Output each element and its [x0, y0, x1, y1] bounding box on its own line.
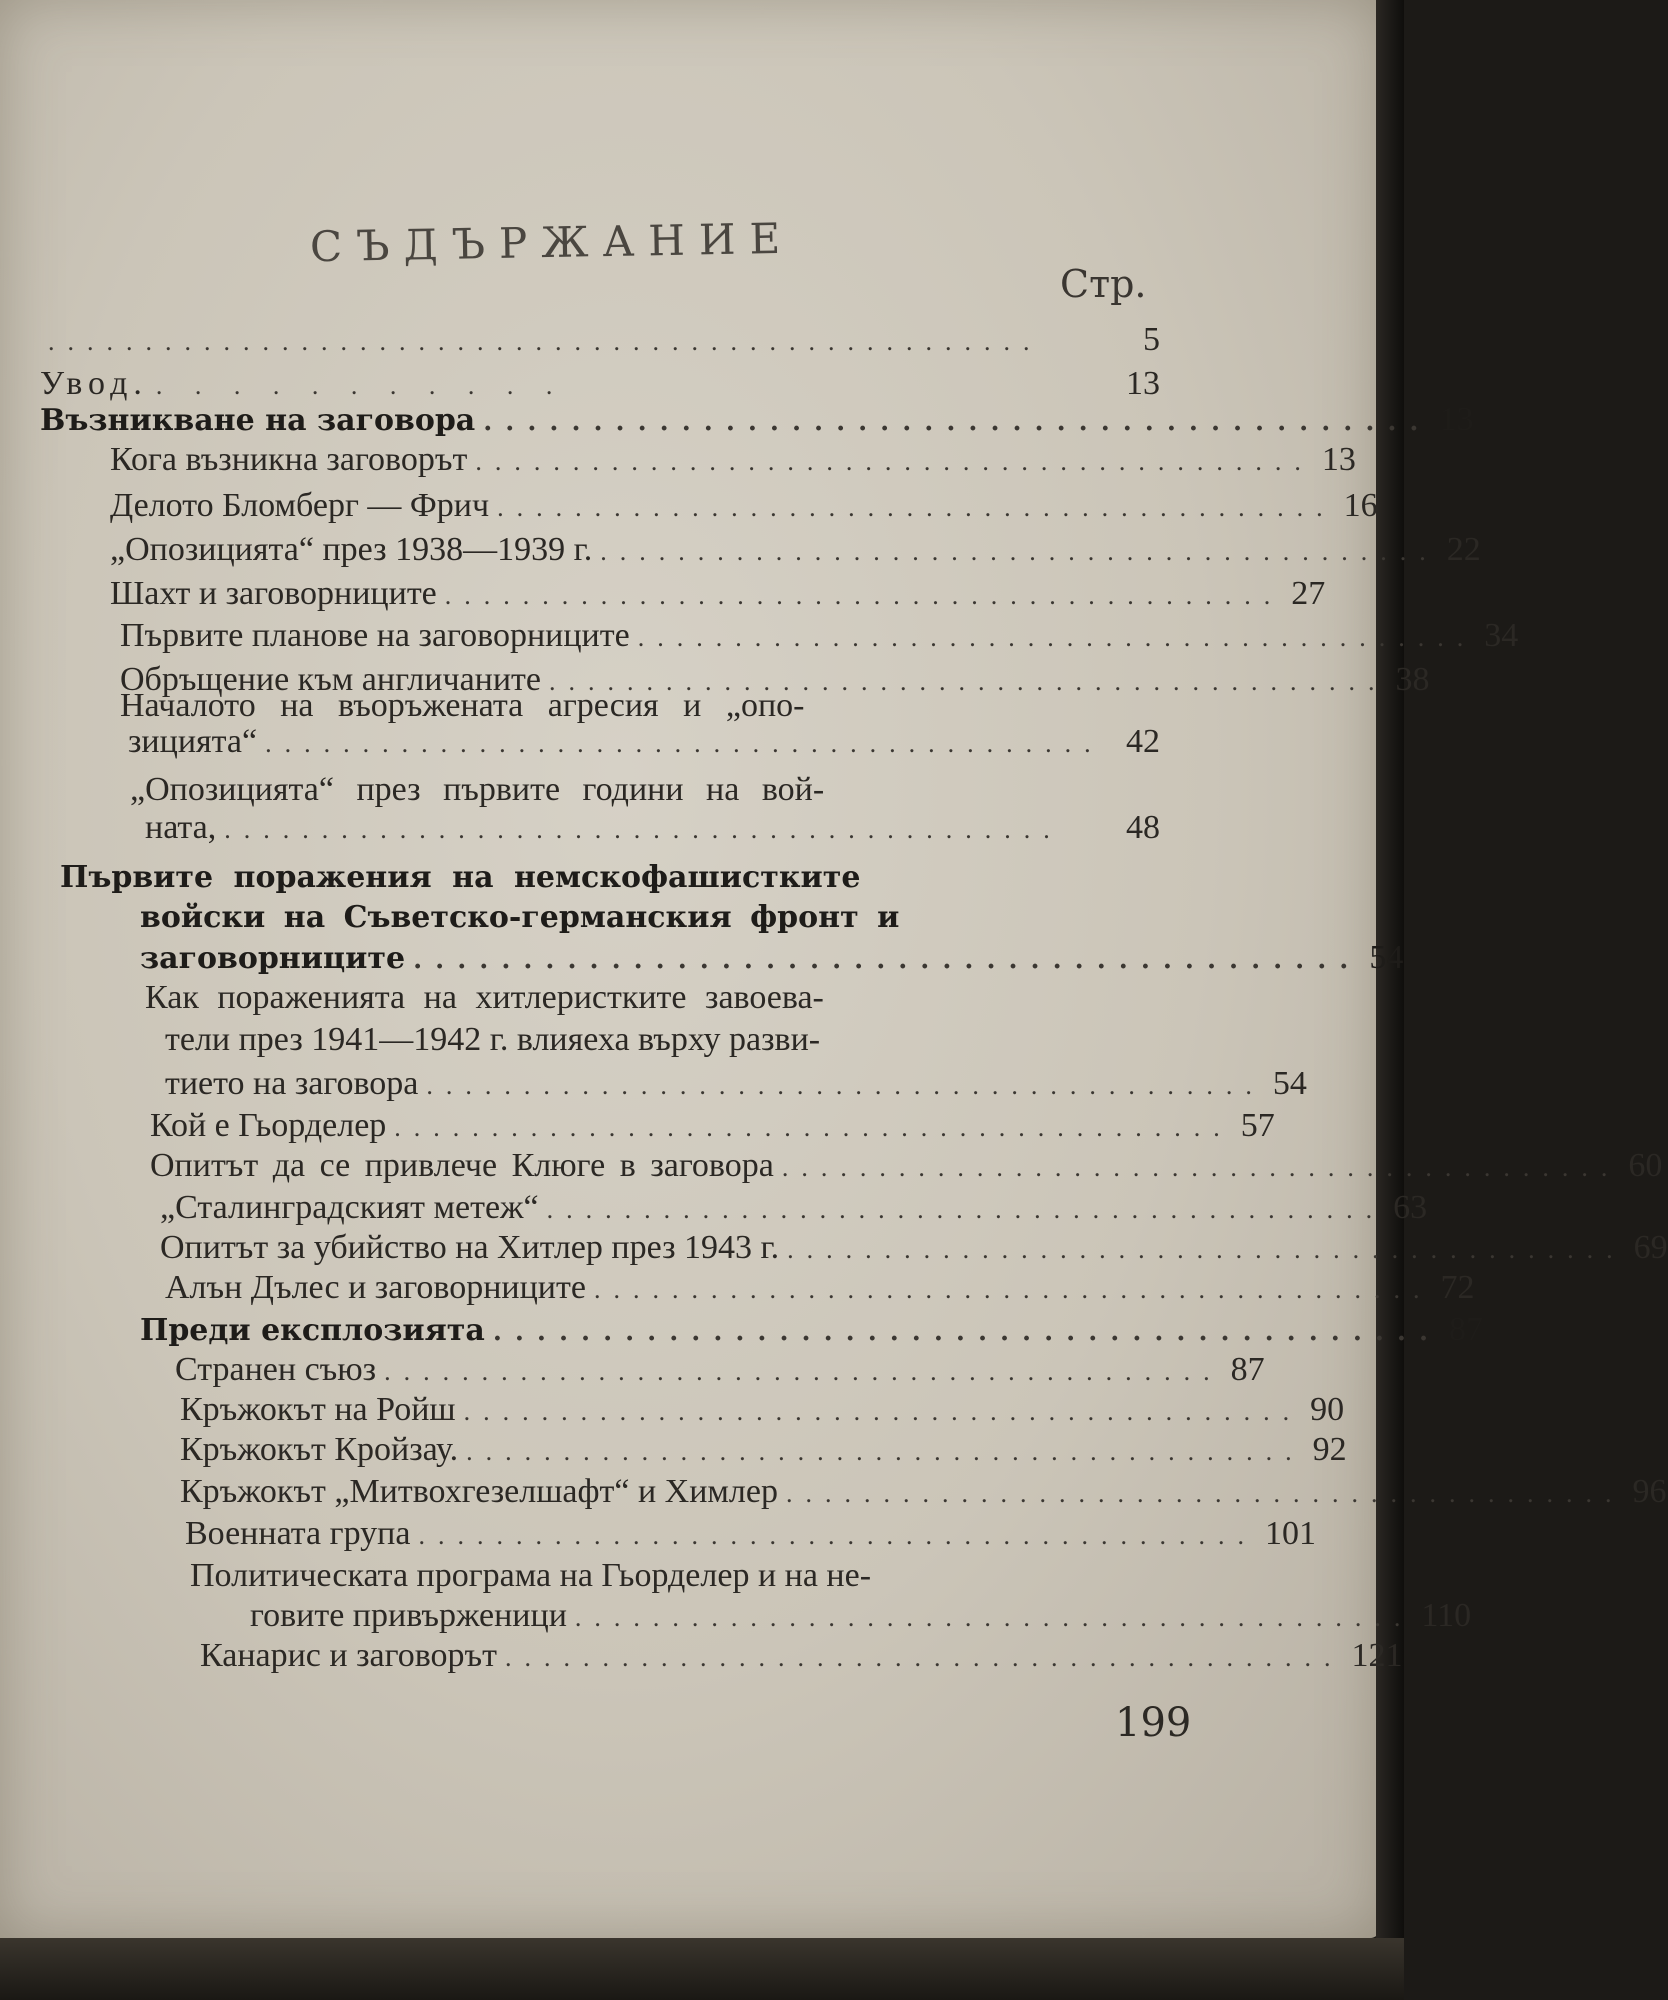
- toc-label: „Опозицията“ през първите години на вой-: [130, 771, 825, 808]
- toc-entry: [250, 1596, 1472, 1638]
- toc-page: 87: [1449, 1311, 1484, 1348]
- leader-dots: ...........................................: [394, 1113, 1233, 1142]
- toc-entry: [180, 1430, 1347, 1472]
- toc-entry: [160, 1188, 1428, 1230]
- toc-entry: [40, 320, 1160, 362]
- leader-dots: ...........................................: [574, 1603, 1414, 1632]
- leader-dots: ...........................................: [637, 623, 1477, 652]
- toc-page: 57: [1240, 1107, 1275, 1144]
- toc-label-continuation: тели през 1941—1942 г. влияеха върху разви-: [165, 1021, 821, 1058]
- toc-label: Шахт и заговорниците: [110, 575, 437, 612]
- toc-entry: [200, 1636, 1403, 1678]
- toc-entry: [150, 1146, 1663, 1188]
- toc-label: Странен съюз: [175, 1351, 377, 1388]
- toc-label: Преди експлозията: [140, 1313, 485, 1348]
- leader-dots: ...........................................: [475, 447, 1314, 476]
- toc-label: Канарис и заговорът: [200, 1637, 497, 1674]
- toc-page: 42: [1126, 723, 1160, 760]
- toc-label-continuation: ната,: [145, 809, 217, 846]
- toc-label-continuation: заговорниците: [140, 941, 406, 976]
- toc-page: 72: [1440, 1269, 1475, 1306]
- toc-page: 69: [1633, 1229, 1668, 1266]
- toc-entry: [128, 722, 1160, 764]
- toc-label: Началото на въоръжената агресия и „опо-: [120, 687, 805, 724]
- leader-dots: ...........................................: [497, 493, 1336, 522]
- leader-dots: ...........................................: [600, 537, 1439, 566]
- leader-dots: ...........................................: [265, 729, 1104, 758]
- toc-label: Кога възникна заговорът: [110, 441, 468, 478]
- leader-dots: ...........................................: [466, 1437, 1305, 1466]
- leader-dots: ...........................................: [426, 1071, 1265, 1100]
- leader-dots: ...........................................: [224, 815, 1063, 844]
- toc-label: Военната група: [185, 1515, 411, 1552]
- toc-page: 63: [1393, 1189, 1428, 1226]
- toc-entry: [165, 1268, 1475, 1310]
- toc-label: „Сталинградският метеж“: [160, 1189, 539, 1226]
- toc-label: Обръщение към англичаните: [120, 661, 541, 698]
- toc-page: 90: [1310, 1391, 1345, 1428]
- toc-page: 13: [1321, 441, 1356, 478]
- toc-entry: [180, 1472, 1667, 1514]
- toc-label: „Опозицията“ през 1938—1939 г.: [110, 531, 593, 568]
- toc-entry: [150, 1106, 1275, 1148]
- toc-label: Кой е Гьорделер: [150, 1107, 387, 1144]
- toc-label: Възникване на заговора: [40, 403, 476, 438]
- toc-label-continuation: тието на заговора: [165, 1065, 419, 1102]
- toc-page: 60: [1628, 1147, 1663, 1184]
- toc-label: Първите планове на заговорниците: [120, 617, 630, 654]
- leader-dots: ...........................................: [463, 1397, 1303, 1426]
- toc-page: 16: [1343, 487, 1378, 524]
- leader-dots: ...........................................: [787, 1235, 1626, 1264]
- pages-column-header: Стр.: [1060, 262, 1147, 306]
- toc-entry: [120, 616, 1519, 658]
- toc-page: 121: [1351, 1637, 1403, 1674]
- leader-dots: ...........................................: [785, 1479, 1625, 1508]
- leader-dots: ...........................................: [546, 1195, 1386, 1224]
- toc-entry: [145, 808, 1160, 850]
- leader-dots: ...........................................: [418, 1521, 1257, 1550]
- toc-entry: [185, 1514, 1316, 1556]
- leader-dots: ...........................................: [444, 581, 1284, 610]
- toc-label: Алън Дълес и заговорниците: [165, 1269, 586, 1306]
- leader-dots: ...........................................: [504, 1643, 1344, 1672]
- leader-dots: ...........................................: [492, 1317, 1442, 1347]
- toc-page: 34: [1484, 617, 1519, 654]
- toc-page: 5: [1143, 321, 1160, 358]
- leader-dots: ...................................................: [48, 327, 1043, 356]
- toc-page: 54: [1272, 1065, 1307, 1102]
- toc-label: Кръжокът „Митвохгезелшафт“ и Химлер: [180, 1473, 778, 1510]
- page-number: 199: [1115, 1700, 1192, 1746]
- leader-dots: ...........................................: [413, 945, 1362, 975]
- page-title: СЪДЪРЖАНИЕ: [309, 213, 795, 272]
- toc-entry: [110, 530, 1481, 572]
- leader-dots: ...........................................: [781, 1153, 1621, 1182]
- toc-page: 110: [1421, 1597, 1472, 1634]
- toc-page: 27: [1291, 575, 1326, 612]
- toc-page: 87: [1230, 1351, 1265, 1388]
- toc-label: Кръжокът Кройзау.: [180, 1431, 459, 1468]
- toc-entry: [110, 486, 1378, 528]
- toc-page: 38: [1395, 661, 1430, 698]
- toc-entry: [110, 440, 1356, 482]
- toc-label: Увод.: [40, 365, 148, 402]
- leader-dots: ...........................................: [549, 667, 1388, 696]
- toc-label-continuation: говите привърженици: [250, 1597, 567, 1634]
- leader-dots: ...........................................: [483, 407, 1432, 437]
- toc-page: 13: [1126, 365, 1160, 402]
- toc-page: 96: [1632, 1473, 1667, 1510]
- toc-label-continuation: зицията“: [128, 723, 258, 760]
- toc-entry: [180, 1390, 1345, 1432]
- toc-entry: [140, 1310, 1484, 1352]
- toc-page: 13: [1439, 401, 1474, 438]
- toc-label: Кръжокът на Ройш: [180, 1391, 456, 1428]
- toc-entry: [40, 400, 1474, 442]
- toc-page: 54: [1369, 939, 1404, 976]
- toc-page: 22: [1446, 531, 1481, 568]
- toc-page: 48: [1126, 809, 1160, 846]
- toc-page: 101: [1264, 1515, 1316, 1552]
- toc-entry: [165, 1064, 1307, 1106]
- toc-label: Първите поражения на немскофашистките: [60, 860, 861, 895]
- toc-label: Делото Бломберг — Фрич: [110, 487, 490, 524]
- leader-dots: ...........................................: [593, 1275, 1433, 1304]
- toc-label: Политическата програма на Гьорделер и на не-: [190, 1557, 872, 1594]
- leader-dots: . . . . . . . . . . .: [155, 371, 566, 400]
- toc-label: Как пораженията на хитлеристките завоева-: [145, 979, 824, 1016]
- toc-entry: [175, 1350, 1265, 1392]
- toc-label-continuation: войски на Съветско-германския фронт и: [140, 900, 900, 935]
- toc-entry: [140, 938, 1404, 980]
- toc-label: Опитът за убийство на Хитлер през 1943 г.: [160, 1229, 780, 1266]
- toc-entry: [160, 1228, 1668, 1270]
- toc-page: 92: [1312, 1431, 1347, 1468]
- leader-dots: ...........................................: [384, 1357, 1223, 1386]
- toc-entry: [110, 574, 1326, 616]
- toc-label: Опитът да се привлече Клюге в заговора: [150, 1147, 774, 1184]
